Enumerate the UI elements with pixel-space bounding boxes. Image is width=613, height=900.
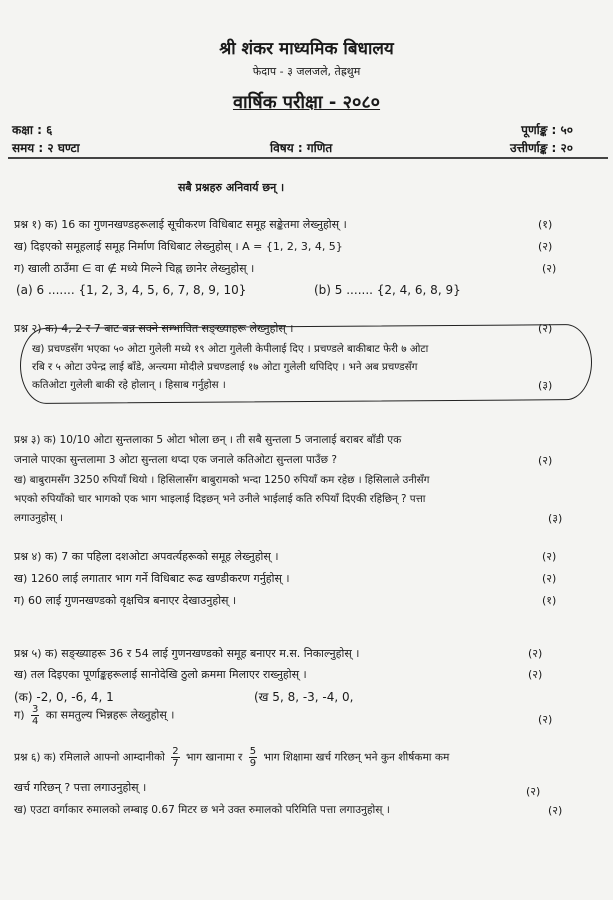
pass-marks: उत्तीर्णाङ्क : २० [510, 141, 573, 155]
q5b-text: ख) तल दिइएका पूर्णाङ्कहरूलाई सानोदेखि ठुलो क्रममा मिलाएर राख्नुहोस् । [14, 668, 307, 681]
q6a-row [14, 746, 449, 769]
q2b-marks: (३) [538, 379, 553, 392]
q6a-part2: भाग खानामा र [185, 751, 243, 764]
q2b-line1: ख) प्रचण्डसँग भएका ५० ओटा गुलेली मध्ये १९ ओटा गुलेली केपीलाई दिए । प्रचण्डले बाकीबाट फेरी ७ ओटा [32, 343, 429, 355]
fraction-denominator: 9 [249, 758, 257, 769]
q3a-marks: (२) [538, 454, 553, 467]
q5b-marks: (२) [528, 668, 543, 681]
fraction-numerator: 3 [32, 704, 39, 715]
q5c-prefix: ग) [14, 708, 25, 722]
class-label: कक्षा : ६ [12, 123, 53, 137]
q1c-option-a: (a) 6 ....... {1, 2, 3, 4, 5, 6, 7, 8, 9, 10} [16, 283, 247, 297]
q1c-text: ग) खाली ठाउँमा ∈ वा ∉ मध्ये मिल्ने चिह्न छानेर लेख्नुहोस् । [14, 262, 255, 275]
q2a-marks: (२) [538, 322, 553, 335]
q5c-row [14, 704, 174, 727]
q5c-text: का समतुल्य भिन्नहरू लेख्नुहोस् । [45, 708, 175, 722]
q2b-line2: रबि र ५ ओटा उपेन्द्र लाई बाँडे, अन्त्यमा मोदीले प्रचण्डलाई १७ ओटा गुलेली थपिदिए । भने अब प्रचण्डसँग [32, 361, 418, 373]
q5a-marks: (२) [528, 647, 543, 660]
q1c-option-b: (b) 5 ....... {2, 4, 6, 8, 9} [314, 283, 461, 297]
school-address: फेदाप - ३ जलजले, तेह्रथुम [252, 65, 361, 78]
fraction-five-ninths [249, 746, 257, 769]
q1b-marks: (२) [538, 240, 553, 253]
q4c-text: ग) 60 लाई गुणनखण्डको वृक्षचित्र बनाएर देखाउनुहोस् । [14, 594, 237, 607]
q1a-text: प्रश्न १) क) 16 का गुणनखण्डहरूलाई सूचीकरण विधिबाट समूह सङ्केतमा लेख्नुहोस् । [14, 218, 347, 231]
fraction-numerator: 2 [172, 746, 179, 757]
q6b-text: ख) एउटा वर्गाकार रुमालको लम्बाइ 0.67 मिटर छ भने उक्त रुमालको परिमिति पत्ता लगाउनुहोस् । [14, 804, 390, 816]
q6a-line2: खर्च गरिछन् ? पत्ता लगाउनुहोस् । [14, 781, 147, 794]
school-name: श्री शंकर माध्यमिक बिधालय [219, 39, 394, 59]
q6b-marks: (२) [548, 804, 563, 817]
fraction-three-fourths [31, 704, 39, 727]
q5b-option-a: (क) -2, 0, -6, 4, 1 [14, 690, 114, 704]
q3b-marks: (३) [548, 512, 563, 525]
q1b-text: ख) दिइएको समूहलाई समूह निर्माण विधिबाट लेख्नुहोस् । A = {1, 2, 3, 4, 5} [14, 240, 343, 253]
q2b-line3: कतिओटा गुलेली बाकी रहे होलान् । हिसाब गर्नुहोस । [32, 379, 226, 391]
q4a-marks: (२) [542, 550, 557, 563]
q3b-line2: भएको रुपियाँको चार भागको एक भाग भाइलाई दिइछन् भने उनीले भाईलाई कति रुपियाँ दिएकी रहिछिन् ? पत्ता [14, 493, 426, 505]
q2a-text: प्रश्न २) क) 4, 2 र 7 बाट बन्न सक्ने सम्भावित सङ्ख्याहरू लेख्नुहोस् । [14, 322, 294, 335]
q4c-marks: (१) [542, 594, 557, 607]
q3a-line2: जनाले पाएका सुन्तलामा 3 ओटा सुन्तला थप्दा एक जनाले कतिओटा सुन्तला पाउँछ ? [14, 454, 337, 466]
q6a-part3: भाग शिक्षामा खर्च गरिछन् भने कुन शीर्षकमा कम [263, 751, 450, 764]
q1a-marks: (१) [538, 218, 553, 231]
fraction-denominator: 7 [172, 758, 179, 769]
q4b-marks: (२) [542, 572, 557, 585]
q6a-marks: (२) [526, 785, 541, 798]
header-divider [8, 157, 608, 159]
q5a-text: प्रश्न ५) क) सङ्ख्याहरू 36 र 54 लाई गुणनखण्डको समूह बनाएर म.स. निकाल्नुहोस् । [14, 647, 360, 660]
instruction: सबै प्रश्नहरु अनिवार्य छन् । [178, 181, 285, 194]
q4a-text: प्रश्न ४) क) 7 का पहिला दशओटा अपवर्त्यहरूको समूह लेख्नुहोस् । [14, 550, 279, 563]
q5b-option-b: (ख 5, 8, -3, -4, 0, [254, 690, 354, 704]
q3a-line1: प्रश्न ३) क) 10/10 ओटा सुन्तलाका 5 ओटा भोला छन् । ती सबै सुन्तला 5 जनालाई बराबर बाँडी एक [14, 434, 402, 446]
q5c-marks: (२) [538, 713, 553, 726]
q3b-line3: लगाउनुहोस् । [14, 512, 64, 524]
fraction-denominator: 4 [32, 716, 39, 727]
q3b-line1: ख) बाबुरामसँग 3250 रुपियाँ थियो । हिसिलासँग बाबुरामको भन्दा 1250 रुपियाँ कम रहेछ । हिसिलाले उनीसँग [14, 474, 430, 486]
time-label: समय : २ घण्टा [12, 141, 80, 155]
q4b-text: ख) 1260 लाई लगातार भाग गर्ने विधिबाट रूढ खण्डीकरण गर्नुहोस् । [14, 572, 290, 585]
subject-label: विषय : गणित [270, 141, 333, 155]
exam-title: वार्षिक परीक्षा - २०८० [232, 92, 381, 113]
fraction-numerator: 5 [249, 746, 257, 757]
full-marks: पूर्णाङ्क : ५० [521, 123, 573, 137]
q6a-part1: प्रश्न ६) क) रमिलाले आफ्नो आम्दानीको [14, 751, 165, 764]
q1c-marks: (२) [542, 262, 557, 275]
fraction-two-sevenths [171, 746, 179, 769]
